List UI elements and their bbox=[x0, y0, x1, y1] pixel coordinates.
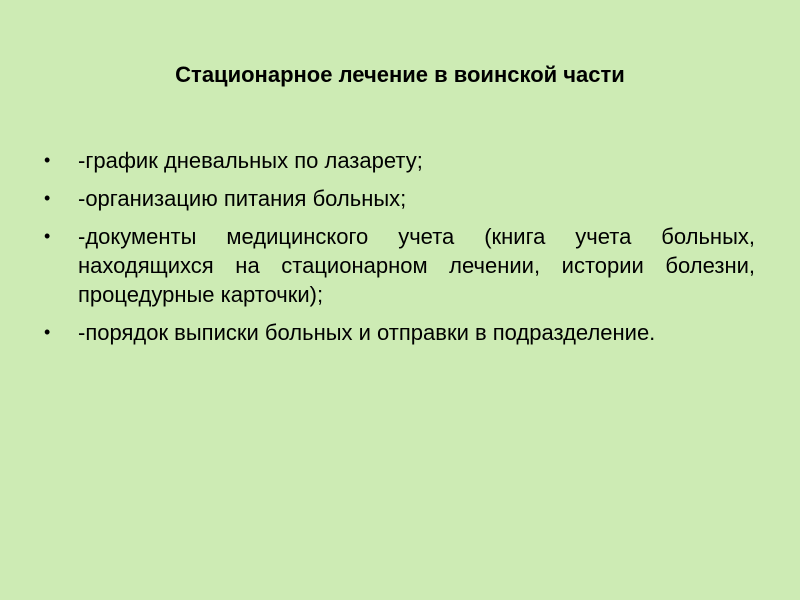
list-item bbox=[44, 222, 755, 309]
bullet-icon: • bbox=[44, 188, 51, 208]
list-item-text: -документы медицинского учета (книга учета больных, находящихся на стационарном лечении, истории болезни, процедурные карточки); bbox=[78, 224, 755, 307]
list-item bbox=[44, 146, 755, 175]
list-item-text: -организацию питания больных; bbox=[78, 186, 407, 211]
bullet-icon: • bbox=[44, 150, 51, 170]
list-item-text: -график дневальных по лазарету; bbox=[78, 148, 423, 173]
list-item bbox=[44, 184, 755, 213]
bullet-icon: • bbox=[44, 322, 51, 342]
slide-title: Стационарное лечение в воинской части bbox=[175, 62, 625, 87]
bullet-icon: • bbox=[44, 226, 51, 246]
bullet-list bbox=[44, 146, 755, 356]
list-item bbox=[44, 318, 755, 347]
list-item-text: -порядок выписки больных и отправки в подразделение. bbox=[78, 320, 656, 345]
